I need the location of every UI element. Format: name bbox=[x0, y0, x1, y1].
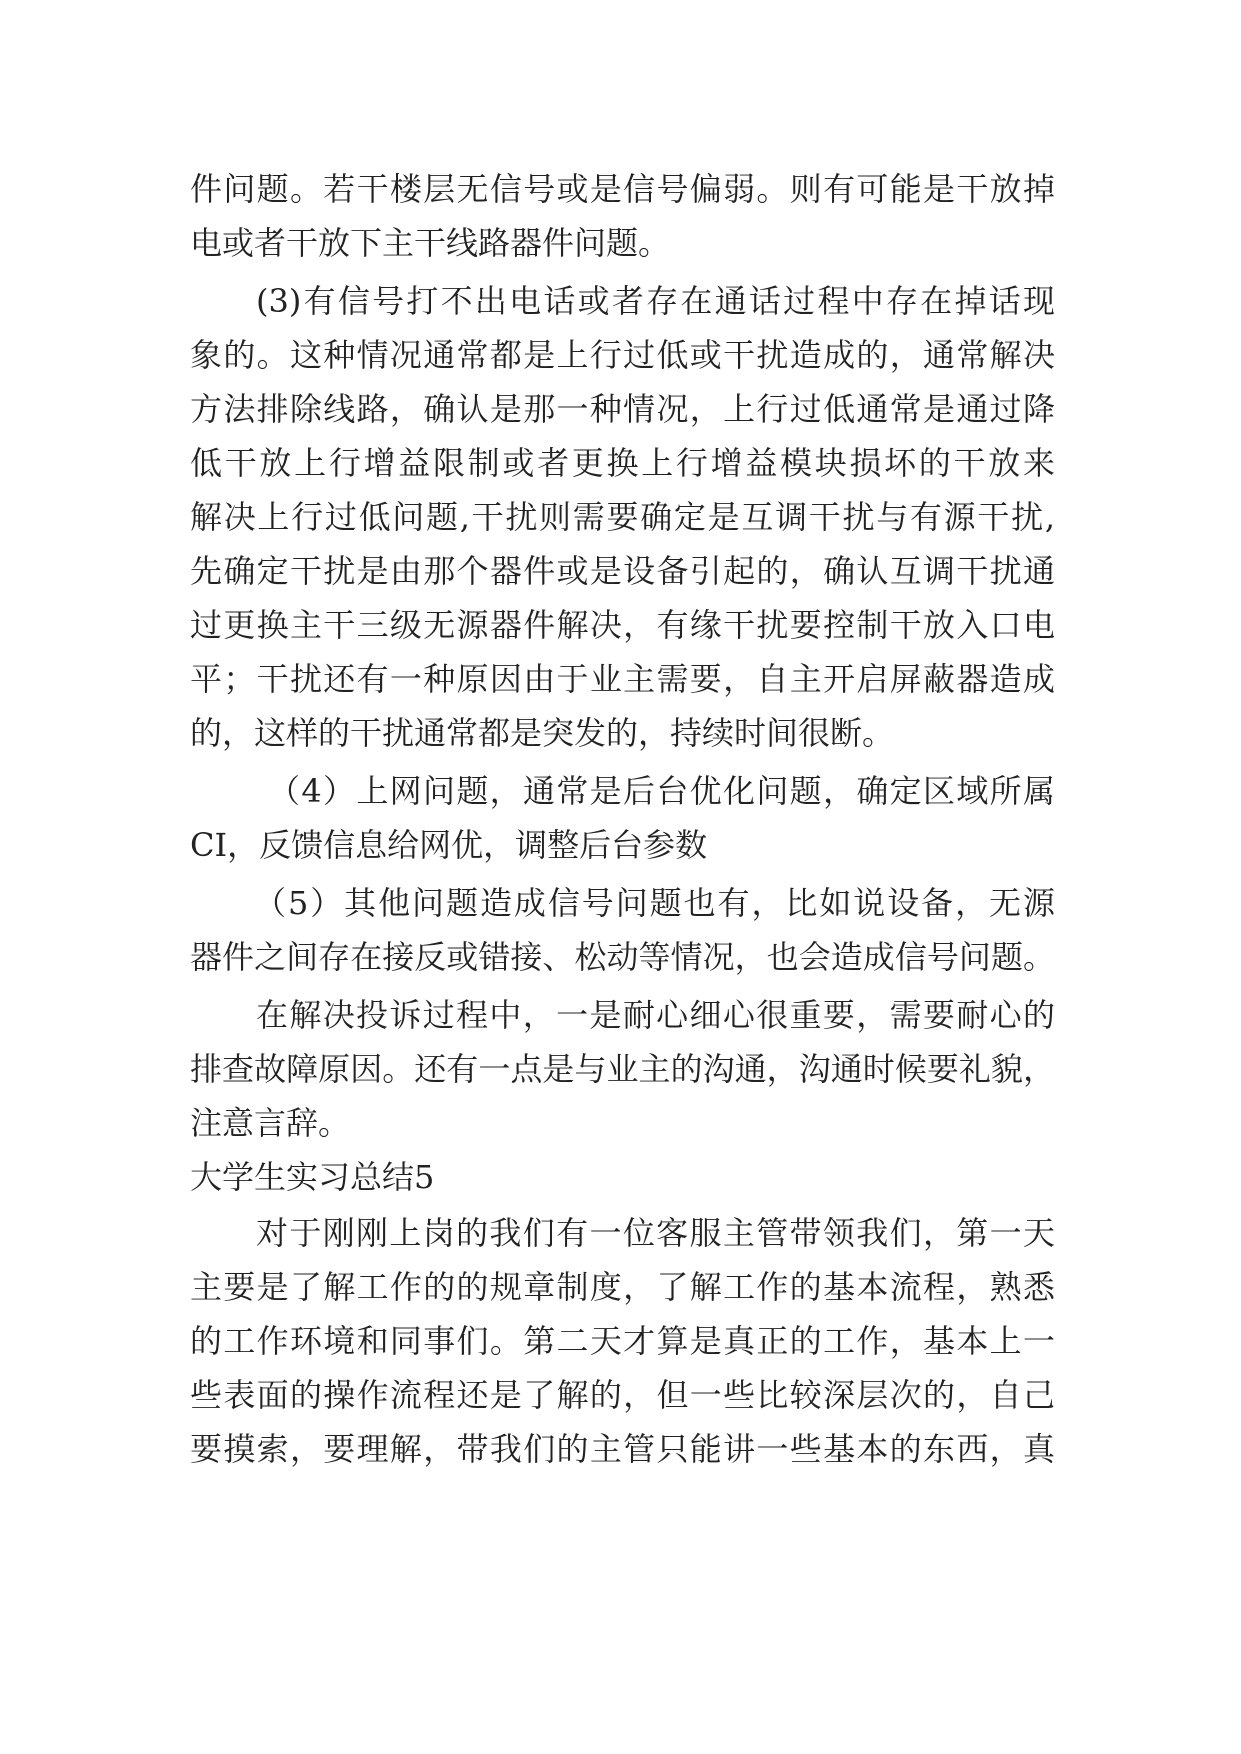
paragraph-line: 排查故障原因。还有一点是与业主的沟通，沟通时候要礼貌， bbox=[190, 1050, 1055, 1088]
paragraph-line: 电或者干放下主干线路器件问题。 bbox=[190, 224, 671, 262]
paragraph-line: （5）其他问题造成信号问题也有，比如说设备，无源 bbox=[254, 884, 1055, 922]
paragraph-line: 低干放上行增益限制或者更换上行增益模块损坏的干放来 bbox=[190, 444, 1055, 482]
paragraph-line: 解决上行过低问题,干扰则需要确定是互调干扰与有源干扰, bbox=[190, 498, 1055, 536]
paragraph-line: 些表面的操作流程还是了解的，但一些比较深层次的，自己 bbox=[190, 1376, 1055, 1414]
paragraph-line: 的工作环境和同事们。第二天才算是真正的工作，基本上一 bbox=[190, 1322, 1055, 1360]
paragraph-line: 先确定干扰是由那个器件或是设备引起的，确认互调干扰通 bbox=[190, 552, 1055, 590]
paragraph-line: 要摸索，要理解，带我们的主管只能讲一些基本的东西，真 bbox=[190, 1430, 1055, 1468]
section-heading: 大学生实习总结5 bbox=[190, 1158, 435, 1196]
paragraph-line: 象的。这种情况通常都是上行过低或干扰造成的，通常解决 bbox=[190, 336, 1055, 374]
paragraph-line: 注意言辞。 bbox=[190, 1104, 351, 1142]
paragraph-line: 主要是了解工作的的规章制度，了解工作的基本流程，熟悉 bbox=[190, 1268, 1055, 1306]
paragraph-line: 过更换主干三级无源器件解决，有缘干扰要控制干放入口电 bbox=[190, 606, 1055, 644]
paragraph-line: 件问题。若干楼层无信号或是信号偏弱。则有可能是干放掉 bbox=[190, 170, 1055, 208]
paragraph-line: 在解决投诉过程中，一是耐心细心很重要，需要耐心的 bbox=[256, 996, 1055, 1034]
paragraph-line: 对于刚刚上岗的我们有一位客服主管带领我们，第一天 bbox=[256, 1214, 1055, 1252]
paragraph-line: 器件之间存在接反或错接、松动等情况，也会造成信号问题。 bbox=[190, 938, 1055, 976]
paragraph-line: 的，这样的干扰通常都是突发的，持续时间很断。 bbox=[190, 714, 895, 752]
paragraph-line: （4）上网问题，通常是后台优化问题，确定区域所属 bbox=[268, 772, 1055, 810]
paragraph-line: CI，反馈信息给网优，调整后台参数 bbox=[190, 826, 708, 864]
paragraph-line: (3)有信号打不出电话或者存在通话过程中存在掉话现 bbox=[256, 282, 1055, 320]
paragraph-line: 方法排除线路，确认是那一种情况，上行过低通常是通过降 bbox=[190, 390, 1055, 428]
paragraph-line: 平；干扰还有一种原因由于业主需要，自主开启屏蔽器造成 bbox=[190, 660, 1055, 698]
